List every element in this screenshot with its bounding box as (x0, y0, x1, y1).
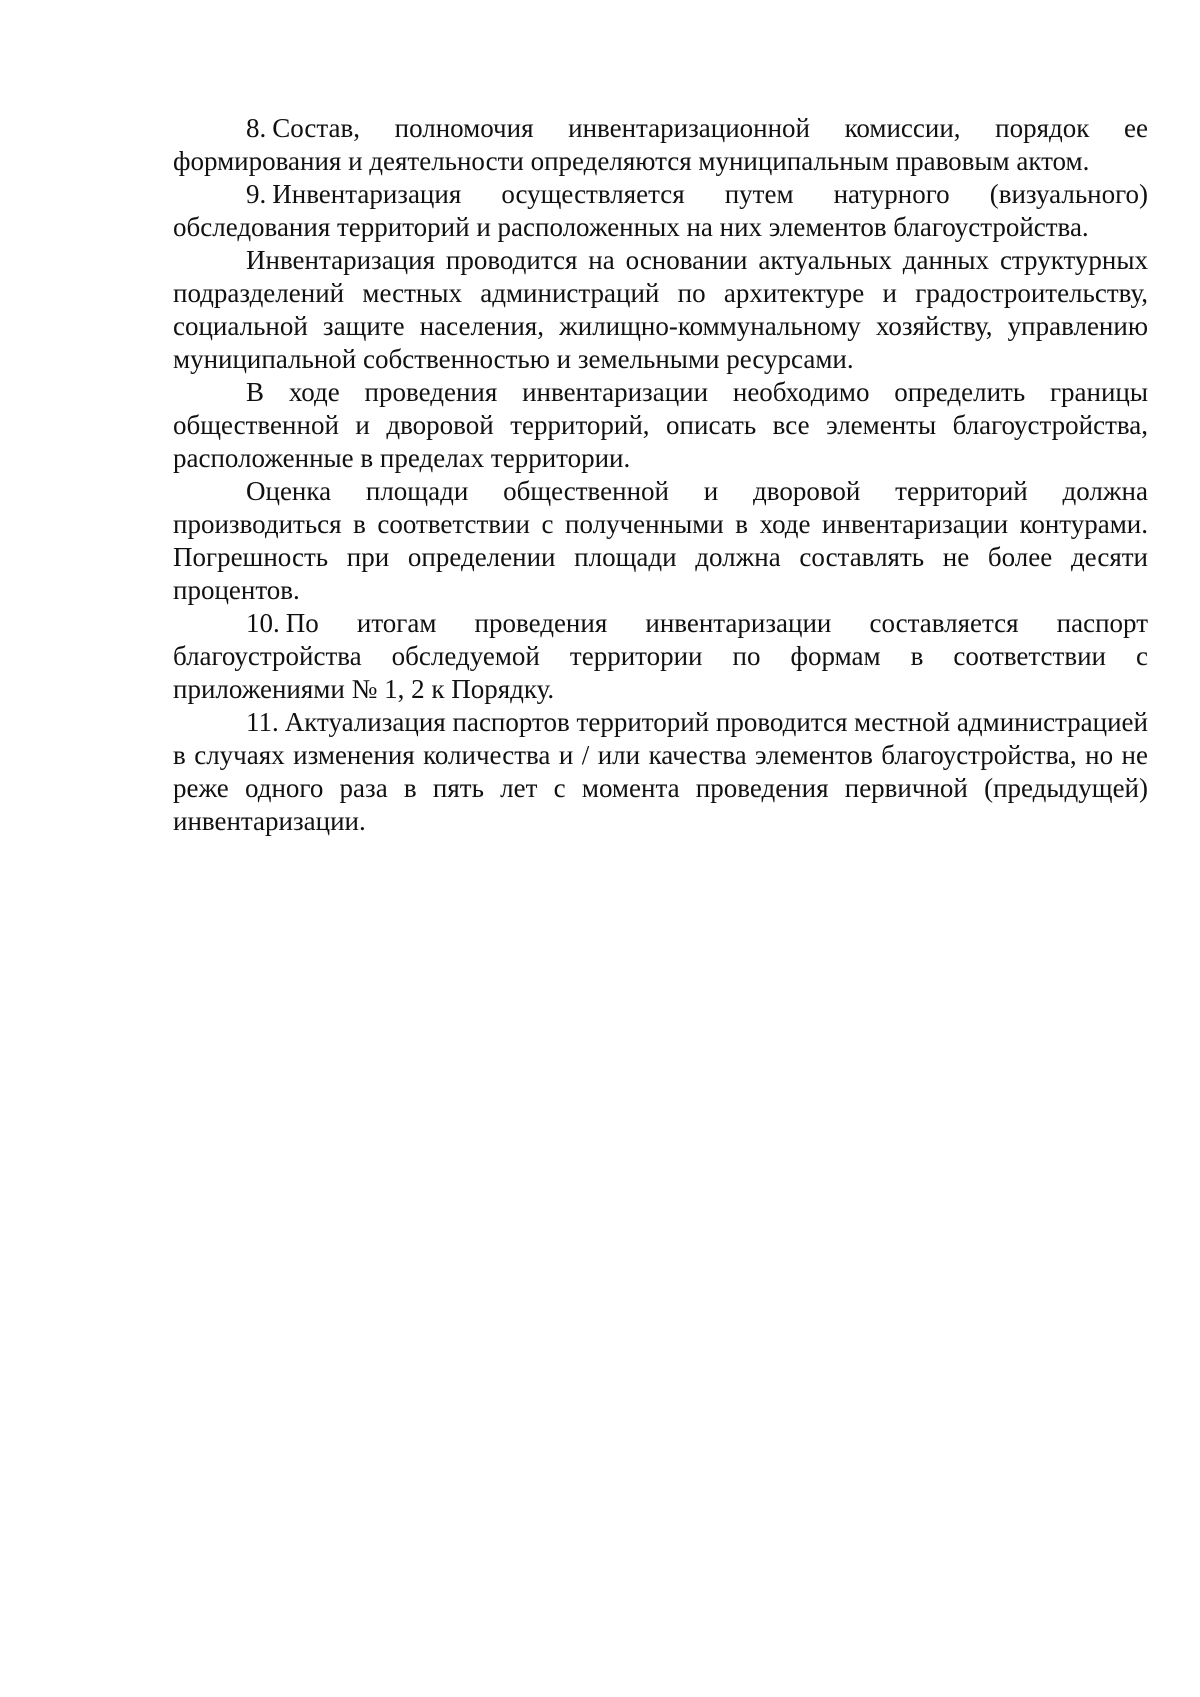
paragraph-9-area-estimate (173, 475, 1148, 607)
paragraph-text: Инвентаризация проводится на основании актуальных данных структурных подразделений местных администраций по архитектуре и градостроительству, социальной защите населения, жилищно-коммунальному хозяйству, управлению муниципальной собственностью и земельными ресурсами. (173, 245, 1148, 374)
paragraph-number: 8. (246, 113, 267, 143)
paragraph-text: Инвентаризация осуществляется путем натурного (визуального) обследования территорий и расположенных на них элементов благоустройства. (173, 179, 1148, 242)
paragraph-text: Актуализация паспортов территорий проводится местной администрацией в случаях изменения количества и / или качества элементов благоустройства, но не реже одного раза в пять лет с момента проведения первичной (предыдущей) инвентаризации. (173, 707, 1148, 836)
paragraph-text: По итогам проведения инвентаризации составляется паспорт благоустройства обследуемой территории по формам в соответствии с приложениями № 1, 2 к Порядку. (173, 608, 1148, 704)
paragraph-11 (173, 706, 1148, 838)
paragraph-text: В ходе проведения инвентаризации необходимо определить границы общественной и дворовой территорий, описать все элементы благоустройства, расположенные в пределах территории. (173, 377, 1148, 473)
paragraph-10 (173, 607, 1148, 706)
paragraph-8 (173, 112, 1148, 178)
paragraph-text: Оценка площади общественной и дворовой территорий должна производиться в соответствии с полученными в ходе инвентаризации контурами. Погрешность при определении площади должна составлять не более десяти процентов. (173, 476, 1148, 605)
paragraph-9 (173, 178, 1148, 244)
paragraph-number: 10. (246, 608, 280, 638)
paragraph-number: 9. (246, 179, 267, 209)
paragraph-number: 11. (246, 707, 279, 737)
paragraph-9-data-sources (173, 244, 1148, 376)
document-body (173, 112, 1148, 838)
paragraph-9-boundaries (173, 376, 1148, 475)
paragraph-text: Состав, полномочия инвентаризационной комиссии, порядок ее формирования и деятельности определяются муниципальным правовым актом. (173, 113, 1148, 176)
